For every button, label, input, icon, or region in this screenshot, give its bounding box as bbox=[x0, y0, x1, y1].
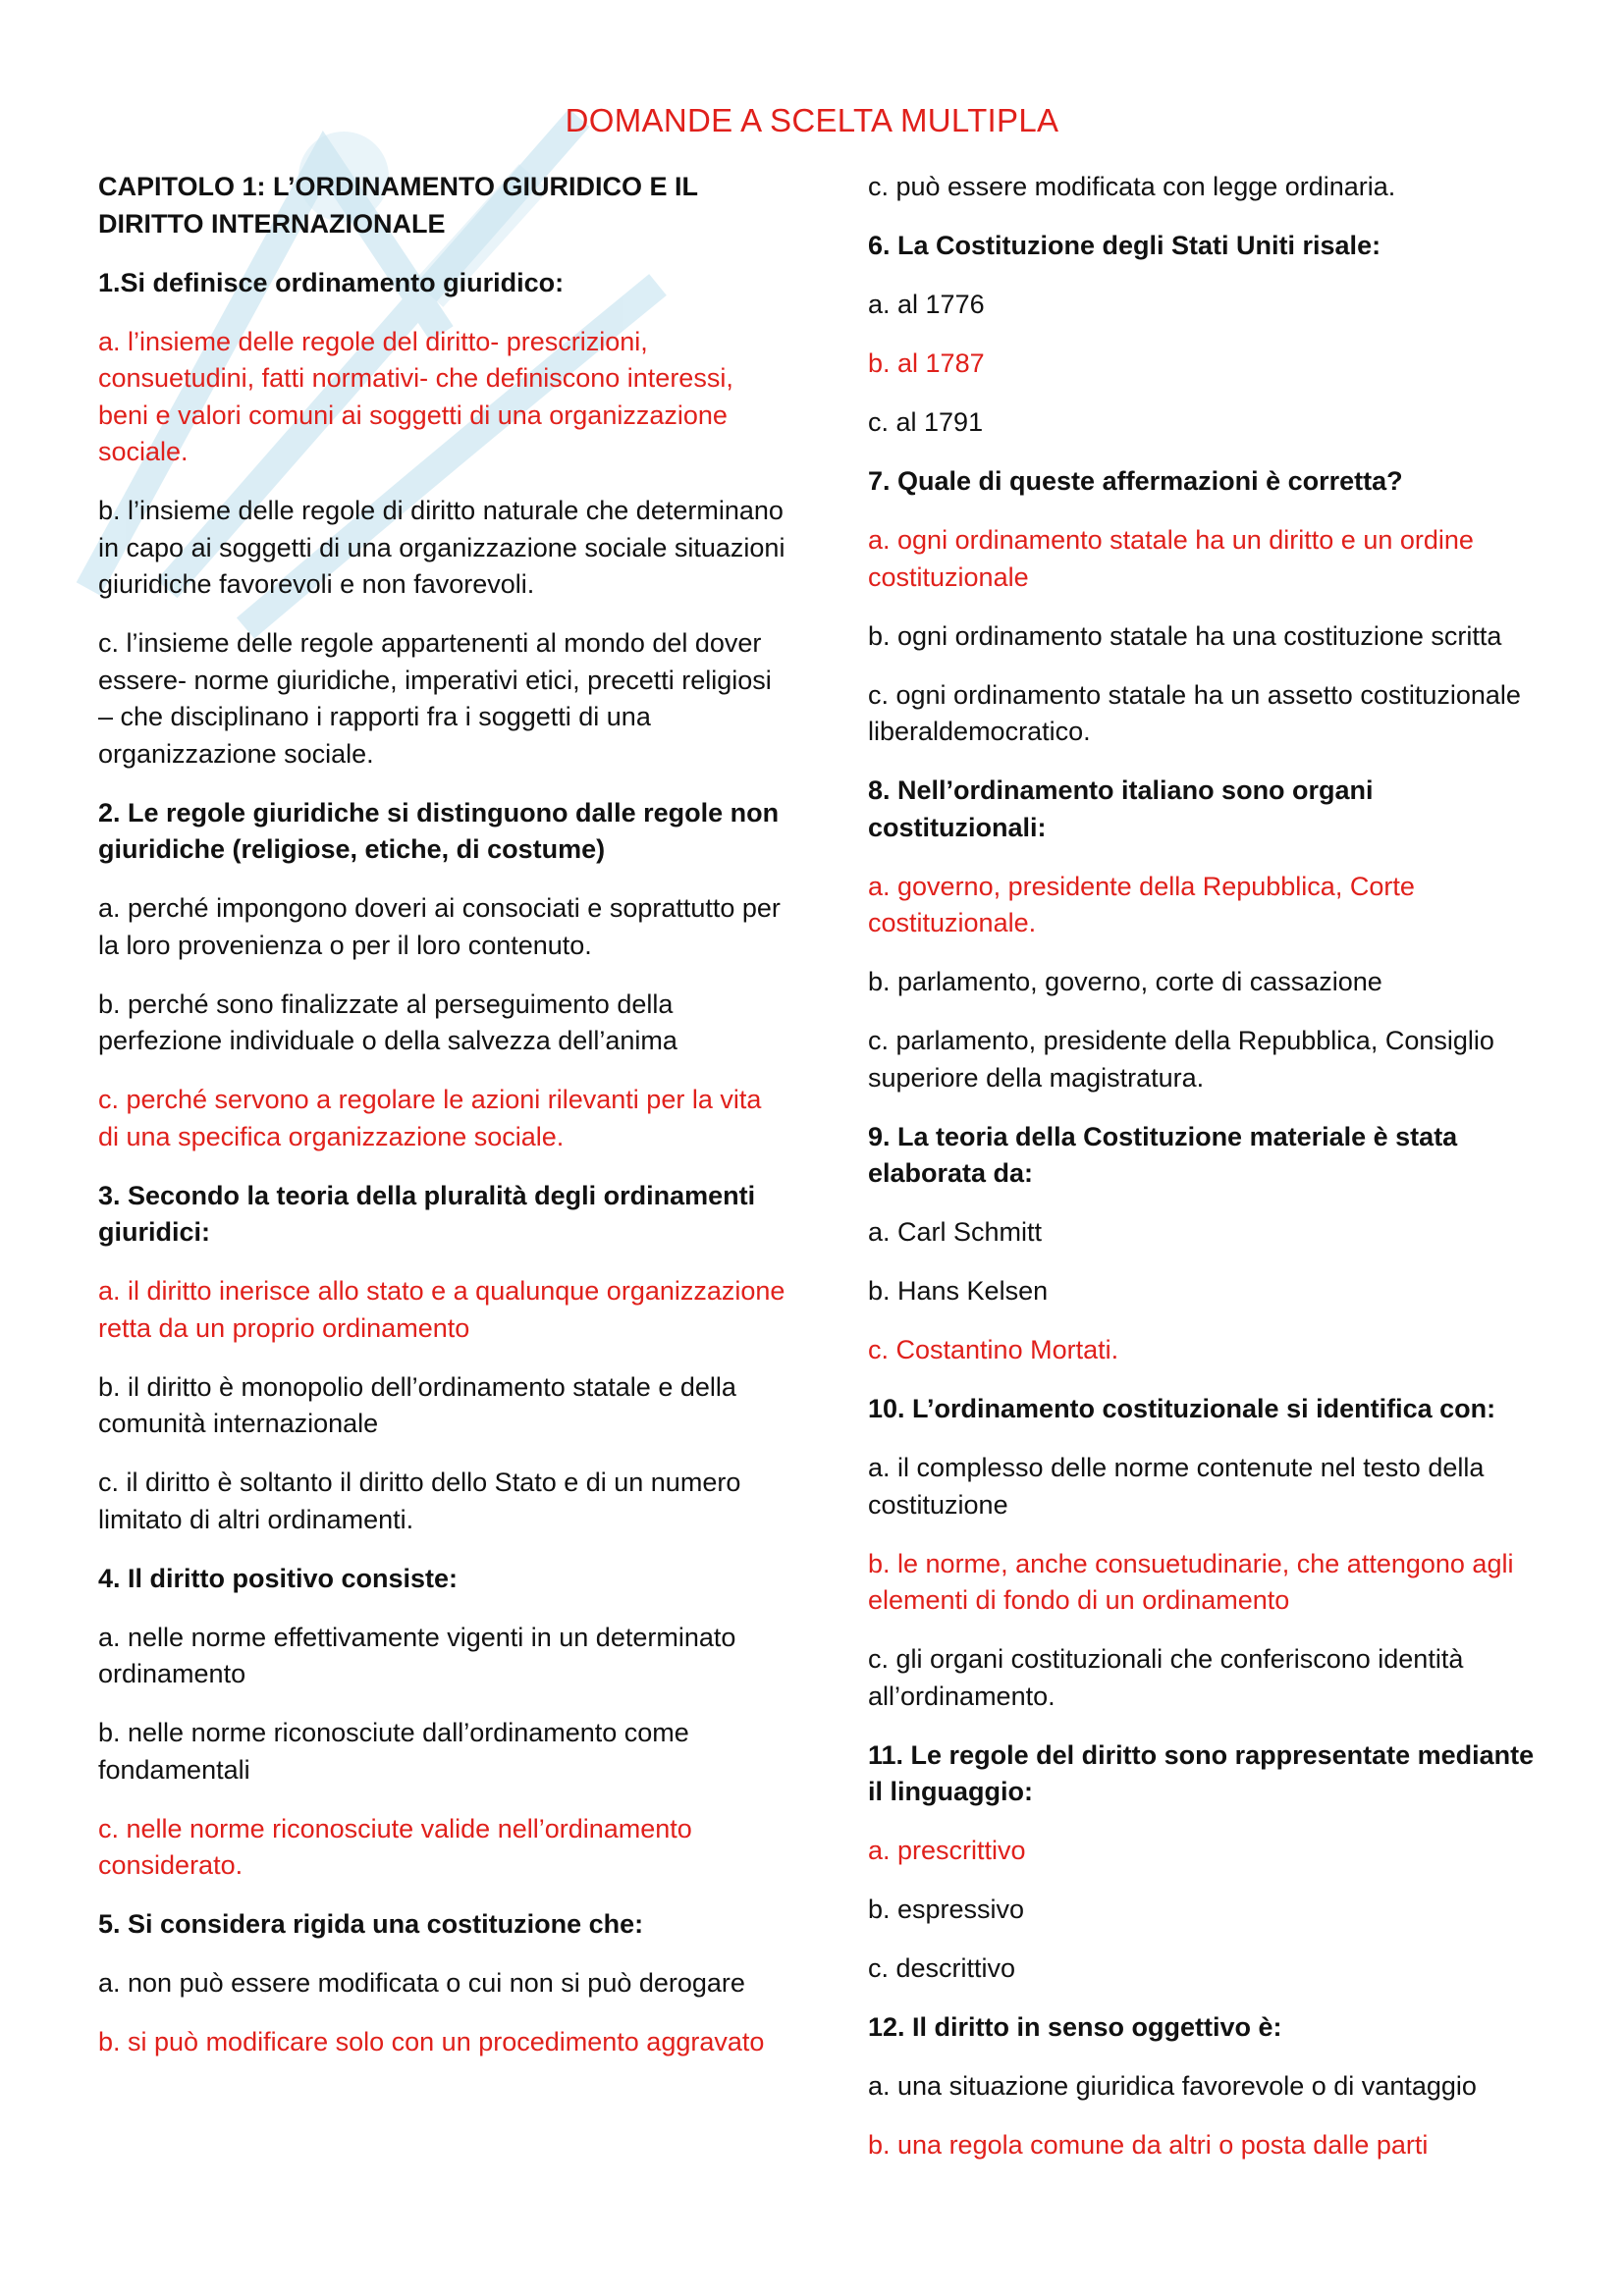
question-text: 5. Si considera rigida una costituzione che: bbox=[98, 1909, 644, 1939]
answer-option: b. espressivo bbox=[868, 1895, 1025, 1924]
answer-option: a. non può essere modificata o cui non si può derogare bbox=[98, 1968, 745, 1998]
answer-option: a. perché impongono doveri ai consociati e soprattutto per la loro provenienza o per il loro contenuto. bbox=[98, 893, 781, 960]
answer-option: a. una situazione giuridica favorevole o di vantaggio bbox=[868, 2071, 1477, 2101]
answer-option: a. il complesso delle norme contenute nel testo della costituzione bbox=[868, 1453, 1485, 1520]
answer-option-correct: b. una regola comune da altri o posta dalle parti bbox=[868, 2130, 1429, 2160]
question-text: 11. Le regole del diritto sono rappresentate mediante il linguaggio: bbox=[868, 1739, 1535, 1806]
question-text: 8. Nell’ordinamento italiano sono organi costituzionali: bbox=[868, 775, 1374, 842]
question-text: 3. Secondo la teoria della pluralità degli ordinamenti giuridici: bbox=[98, 1180, 756, 1247]
answer-option: c. parlamento, presidente della Repubblica, Consiglio superiore della magistratura. bbox=[868, 1026, 1494, 1093]
answer-option: c. ogni ordinamento statale ha un assetto costituzionale liberaldemocratico. bbox=[868, 679, 1521, 746]
answer-option-correct: c. perché servono a regolare le azioni rilevanti per la vita di una specifica organizzazione sociale. bbox=[98, 1085, 762, 1151]
answer-option: a. Carl Schmitt bbox=[868, 1217, 1043, 1247]
answer-option: b. perché sono finalizzate al perseguimento della perfezione individuale o della salvezza dell’anima bbox=[98, 988, 677, 1055]
page-title: DOMANDE A SCELTA MULTIPLA bbox=[565, 102, 1059, 138]
answer-option: b. parlamento, governo, corte di cassazione bbox=[868, 967, 1382, 996]
question-text: 7. Quale di queste affermazioni è corretta? bbox=[868, 466, 1403, 496]
right-question-list bbox=[868, 228, 1545, 2164]
answer-option: c. descrittivo bbox=[868, 1953, 1016, 1983]
question-text: 9. La teoria della Costituzione materiale è stata elaborata da: bbox=[868, 1121, 1458, 1188]
answer-option-correct: a. prescrittivo bbox=[868, 1836, 1026, 1865]
answer-option-correct: c. Costantino Mortati. bbox=[868, 1335, 1119, 1364]
answer-option-correct: b. al 1787 bbox=[868, 348, 985, 378]
answer-option: b. l’insieme delle regole di diritto naturale che determinano in capo ai soggetti di una organizzazione sociale situazioni giuridiche favorevoli e non favorevoli. bbox=[98, 496, 785, 599]
answer-option-correct: a. ogni ordinamento statale ha un diritto e un ordine costituzionale bbox=[868, 525, 1474, 592]
answer-option: c. al 1791 bbox=[868, 407, 984, 437]
answer-option: b. ogni ordinamento statale ha una costituzione scritta bbox=[868, 620, 1502, 651]
question-text: 10. L’ordinamento costituzionale si identifica con: bbox=[868, 1394, 1496, 1423]
answer-option-correct: b. le norme, anche consuetudinarie, che attengono agli elementi di fondo di un ordinamento bbox=[868, 1548, 1514, 1615]
answer-option-correct: a. il diritto inerisce allo stato e a qualunque organizzazione retta da un proprio ordinamento bbox=[98, 1276, 785, 1343]
answer-option: a. al 1776 bbox=[868, 290, 985, 319]
right-column bbox=[868, 169, 1545, 2186]
question-text: 6. La Costituzione degli Stati Uniti risale: bbox=[868, 231, 1381, 260]
chapter-heading: CAPITOLO 1: L’ORDINAMENTO GIURIDICO E IL DIRITTO INTERNAZIONALE bbox=[98, 172, 698, 239]
question-text: 1.Si definisce ordinamento giuridico: bbox=[98, 267, 565, 297]
answer-option-correct: b. si può modificare solo con un procedimento aggravato bbox=[98, 2027, 765, 2056]
answer-option: b. Hans Kelsen bbox=[868, 1276, 1049, 1306]
answer-option-correct: c. nelle norme riconosciute valide nell’ordinamento considerato. bbox=[98, 1813, 692, 1880]
left-question-list bbox=[98, 265, 785, 2061]
answer-option-correct: a. l’insieme delle regole del diritto- prescrizioni, consuetudini, fatti normativi- che definiscono interessi, beni e valori comuni ai soggetti di una organizzazione sociale. bbox=[98, 326, 733, 466]
question-text: 4. Il diritto positivo consiste: bbox=[98, 1563, 459, 1593]
question-text: 2. Le regole giuridiche si distinguono dalle regole non giuridiche (religiose, etiche, di costume) bbox=[98, 797, 780, 864]
answer-option: b. il diritto è monopolio dell’ordinamento statale e della comunità internazionale bbox=[98, 1371, 736, 1438]
answer-continuation: c. può essere modificata con legge ordinaria. bbox=[868, 172, 1396, 201]
answer-option: c. gli organi costituzionali che conferiscono identità all’ordinamento. bbox=[868, 1644, 1464, 1711]
answer-option: c. il diritto è soltanto il diritto dello Stato e di un numero limitato di altri ordinamenti. bbox=[98, 1468, 741, 1534]
answer-option-correct: a. governo, presidente della Repubblica, Corte costituzionale. bbox=[868, 871, 1415, 937]
left-column bbox=[98, 169, 785, 2083]
question-text: 12. Il diritto in senso oggettivo è: bbox=[868, 2012, 1282, 2042]
answer-option: a. nelle norme effettivamente vigenti in un determinato ordinamento bbox=[98, 1622, 736, 1688]
answer-option: b. nelle norme riconosciute dall’ordinamento come fondamentali bbox=[98, 1718, 689, 1785]
answer-option: c. l’insieme delle regole appartenenti al mondo del dover essere- norme giuridiche, imperativi etici, precetti religiosi – che disciplinano i rapporti fra i soggetti di una organizzazione sociale. bbox=[98, 628, 772, 769]
